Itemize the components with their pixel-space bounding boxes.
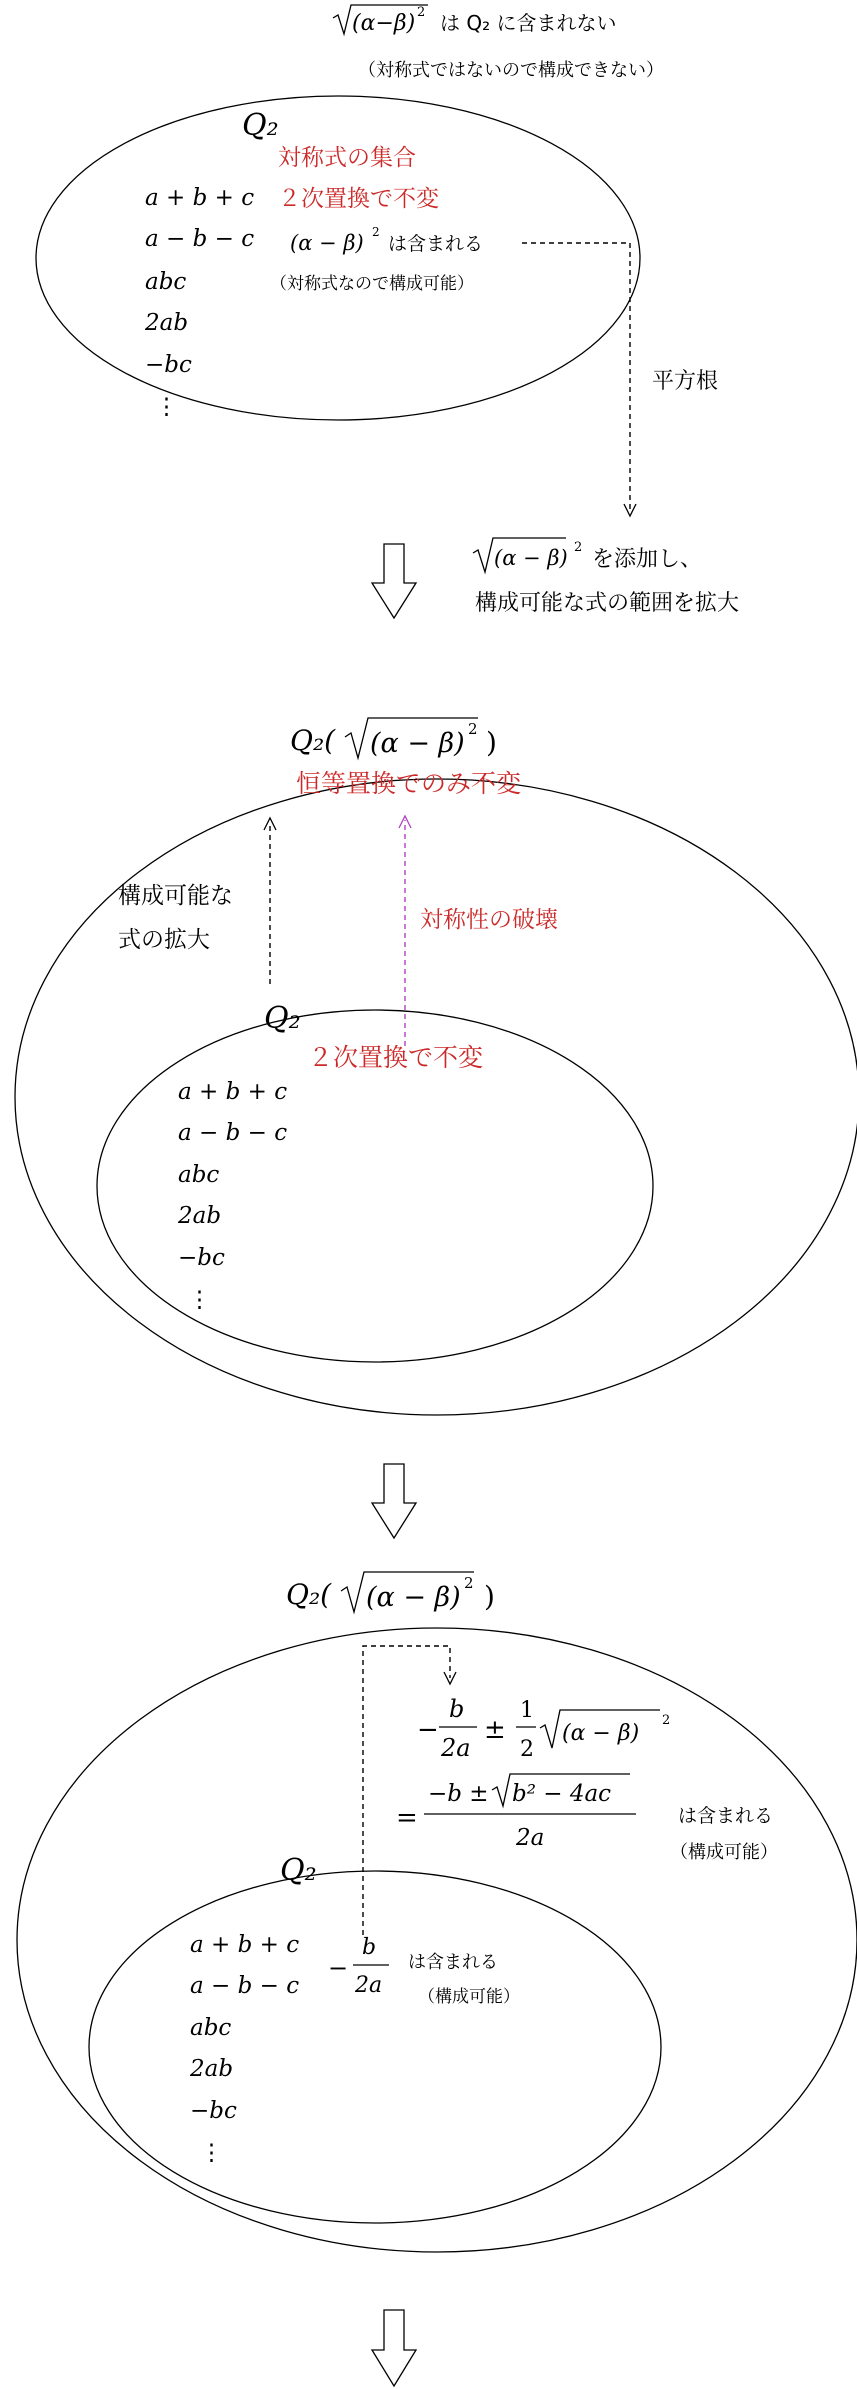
included-note: は含まれる [388,233,484,255]
list-item: ⋮ [155,394,178,420]
eq-denominator: 2a [441,1734,471,1762]
outer-label: Q₂( [286,1578,332,1611]
included-expr: (α − β) [290,231,364,255]
included-sub: （対称式なので構成可能） [270,274,474,294]
outer-sqrt-exp: 2 [468,720,478,738]
list-item: −bc [178,1245,225,1271]
frac-note: は含まれる [408,1952,498,1973]
list-item: abc [145,269,187,295]
sqrt-dashed-connector [522,243,630,512]
list-item: −bc [190,2098,237,2124]
eq-sub: （構成可能） [670,1842,778,1863]
inner-ellipse [89,1871,661,2223]
sqrt-arrow-label: 平方根 [652,369,719,394]
eq2-sqrt-inner: b² − 4ac [512,1781,612,1807]
list-item: 2ab [145,310,189,336]
list-item: a − b − c [190,1973,300,1999]
header-note: は Q₂ に含まれない [440,11,617,35]
adjoin-line-2: 構成可能な式の範囲を拡大 [475,591,740,616]
adjoin-line-1: を添加し、 [592,547,703,572]
outer-ellipse [15,779,857,1415]
list-item: abc [190,2015,232,2041]
outer-sqrt-exp: 2 [464,1574,474,1592]
root-formula-1 [417,1695,670,1762]
outer-close: ) [486,726,497,759]
eq-note: は含まれる [678,1805,774,1827]
down-arrow [372,1464,416,1538]
outer-sqrt-inner: (α − β) [370,728,465,759]
panel-1 [36,96,739,616]
neg-b-over-2a [328,1935,520,2007]
frac-minus: − [328,1954,349,1982]
list-item: a − b − c [178,1120,288,1146]
panel1-title-2: ２次置換で不変 [278,186,439,212]
list-item: a − b − c [145,226,255,252]
list-item: ⋮ [188,1287,211,1313]
q2-label: Q₂ [242,108,279,143]
list-item: 2ab [190,2056,234,2082]
panel-3 [17,1572,857,2252]
eq-sqrt-exp: 2 [662,1713,671,1728]
panel-2 [15,718,857,1415]
eq-half-den: 2 [520,1737,534,1762]
panel2-items [177,1079,287,1313]
adjoin-sqrt-exp: 2 [574,540,583,555]
header-sqrt-exp: 2 [417,5,426,20]
panel3-items [189,1932,299,2166]
frac-numerator: b [362,1935,377,1960]
eq2-numerator-a: −b ± [428,1781,489,1807]
eq2-denominator: 2a [516,1825,545,1851]
frac-denominator: 2a [355,1973,383,1998]
outer-close: ) [484,1580,495,1613]
down-arrow [372,544,416,618]
panel1-title-1: 対称式の集合 [278,145,416,171]
eq-numerator: b [449,1695,465,1723]
adjoin-sqrt-inner: (α − β) [494,546,568,570]
eq2-equals: = [396,1803,418,1833]
list-item: a + b + c [178,1079,288,1105]
list-item: a + b + c [190,1932,300,1958]
list-item: 2ab [178,1203,222,1229]
list-item: a + b + c [145,185,255,211]
eq-sqrt-inner: (α − β) [562,1721,640,1746]
header-sqrt-inner: (α−β) [352,11,416,36]
inner-label: Q₂ [264,1001,301,1036]
panel1-items [144,185,254,420]
header-sub: （対称式ではないので構成できない） [358,60,664,81]
outer-title: 恒等置換でのみ不変 [296,769,522,798]
eq-minus: − [417,1715,439,1745]
included-exp: 2 [372,225,380,239]
list-item: abc [178,1162,220,1188]
root-formula-2 [396,1774,636,1851]
list-item: −bc [145,352,192,378]
inner-title: ２次置換で不変 [308,1043,484,1072]
outer-sqrt-inner: (α − β) [366,1582,461,1613]
outer-label: Q₂( [290,724,336,757]
list-item: ⋮ [200,2140,223,2166]
symmetry-break-label: 対称性の破壊 [420,907,558,933]
extension-label-2: 式の拡大 [118,927,210,953]
inner-label: Q₂ [280,1853,317,1888]
down-arrow [372,2310,416,2386]
extension-label-1: 構成可能な [118,883,233,909]
eq-pm: ± [484,1715,506,1745]
header [333,5,664,81]
eq-half-num: 1 [520,1698,534,1723]
frac-sub: （構成可能） [418,1987,520,2007]
